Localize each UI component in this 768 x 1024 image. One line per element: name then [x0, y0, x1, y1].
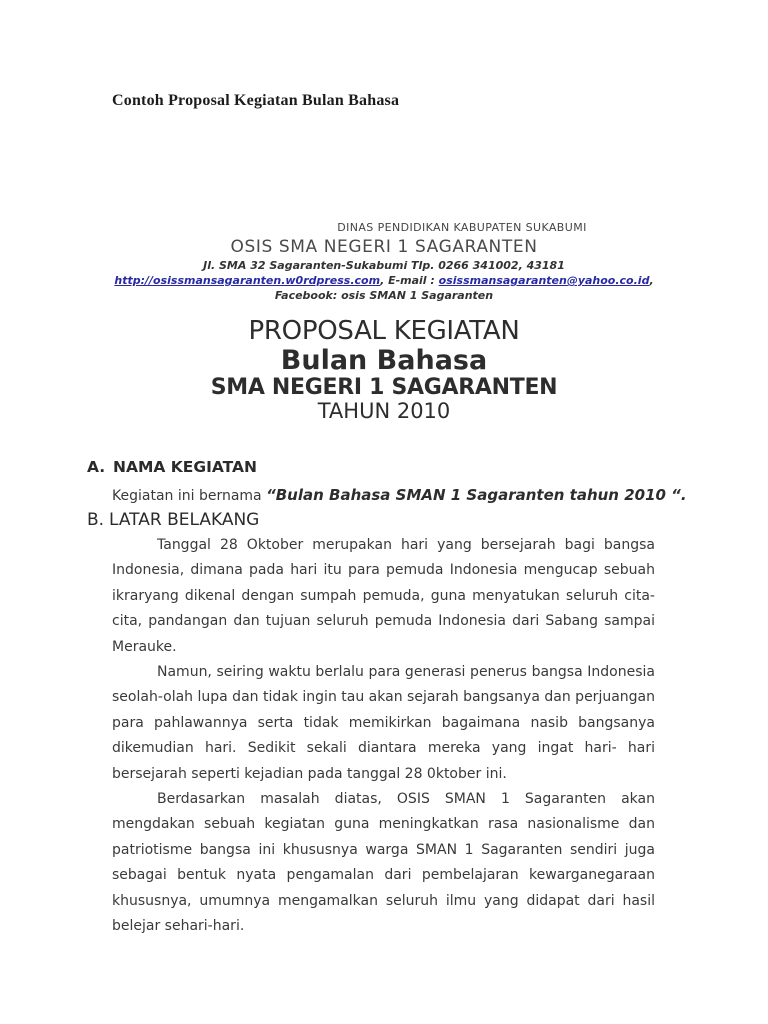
- proposal-title-line1: PROPOSAL KEGIATAN: [248, 316, 520, 346]
- proposal-title-line4: TAHUN 2010: [317, 399, 451, 423]
- proposal-title-line2: Bulan Bahasa: [280, 345, 488, 376]
- section-b-heading: [87, 510, 259, 530]
- letterhead: [0, 221, 768, 302]
- section-a-title: NAMA KEGIATAN: [113, 458, 258, 476]
- section-a-heading: [87, 458, 257, 476]
- section-b-body: [112, 533, 655, 940]
- email-label: , E-mail :: [380, 274, 439, 287]
- section-b-title: LATAR BELAKANG: [109, 510, 260, 530]
- letterhead-facebook: Facebook: osis SMAN 1 Sagaranten: [274, 289, 494, 302]
- paragraph-background-2: Namun, seiring waktu berlalu para generasi penerus bangsa Indonesia seolah-olah lupa dan tidak ingin tau akan sejarah bangsanya dan perjuangan para pahlawannya serta tidak memikirkan bagaimana nasib bangsanya dikemudian hari. Sedikit sekali diantara mereka yang ingat hari- hari bersejarah seperti kejadian pada tanggal 28 0ktober ini.: [112, 664, 655, 782]
- proposal-title-line3: SMA NEGERI 1 SAGARANTEN: [210, 375, 558, 400]
- section-a-body: [112, 486, 687, 504]
- letterhead-address: Jl. SMA 32 Sagaranten-Sukabumi Tlp. 0266 341002, 43181: [203, 259, 565, 272]
- letterhead-contacts: [0, 274, 768, 287]
- document-caption: Contoh Proposal Kegiatan Bulan Bahasa: [112, 92, 400, 109]
- email-suffix: ,: [649, 274, 654, 287]
- proposal-title-block: [0, 316, 768, 423]
- activity-name: “Bulan Bahasa SMAN 1 Sagaranten tahun 2010 “.: [266, 486, 687, 504]
- letterhead-department: DINAS PENDIDIKAN KABUPATEN SUKABUMI: [337, 221, 587, 234]
- section-b-marker: B.: [87, 510, 105, 530]
- website-link[interactable]: http://osissmansagaranten.w0rdpress.com: [114, 274, 381, 287]
- activity-name-intro: Kegiatan ini bernama: [112, 488, 267, 504]
- paragraph-background-1: Tanggal 28 Oktober merupakan hari yang bersejarah bagi bangsa Indonesia, dimana pada hari itu para pemuda Indonesia mengucap sebuah ikraryang dikenal dengan sumpah pemuda, guna menyatukan seluruh cita-cita, pandangan dan tujuan seluruh pemuda Indonesia dari Sabang sampai Merauke.: [112, 537, 655, 655]
- section-a-marker: A.: [87, 458, 106, 476]
- letterhead-organization: OSIS SMA NEGERI 1 SAGARANTEN: [230, 237, 538, 257]
- paragraph-background-3: Berdasarkan masalah diatas, OSIS SMAN 1 Sagaranten akan mengdakan sebuah kegiatan guna meningkatkan rasa nasionalisme dan patriotisme bangsa ini khususnya warga SMAN 1 Sagaranten sendiri juga sebagai bentuk nyata pengamalan dari pembelajaran kewarganegaraan khususnya, umumnya mengamalkan seluruh ilmu yang didapat dari hasil belejar sehari-hari.: [112, 791, 655, 935]
- email-link[interactable]: osissmansagaranten@yahoo.co.id: [438, 274, 650, 287]
